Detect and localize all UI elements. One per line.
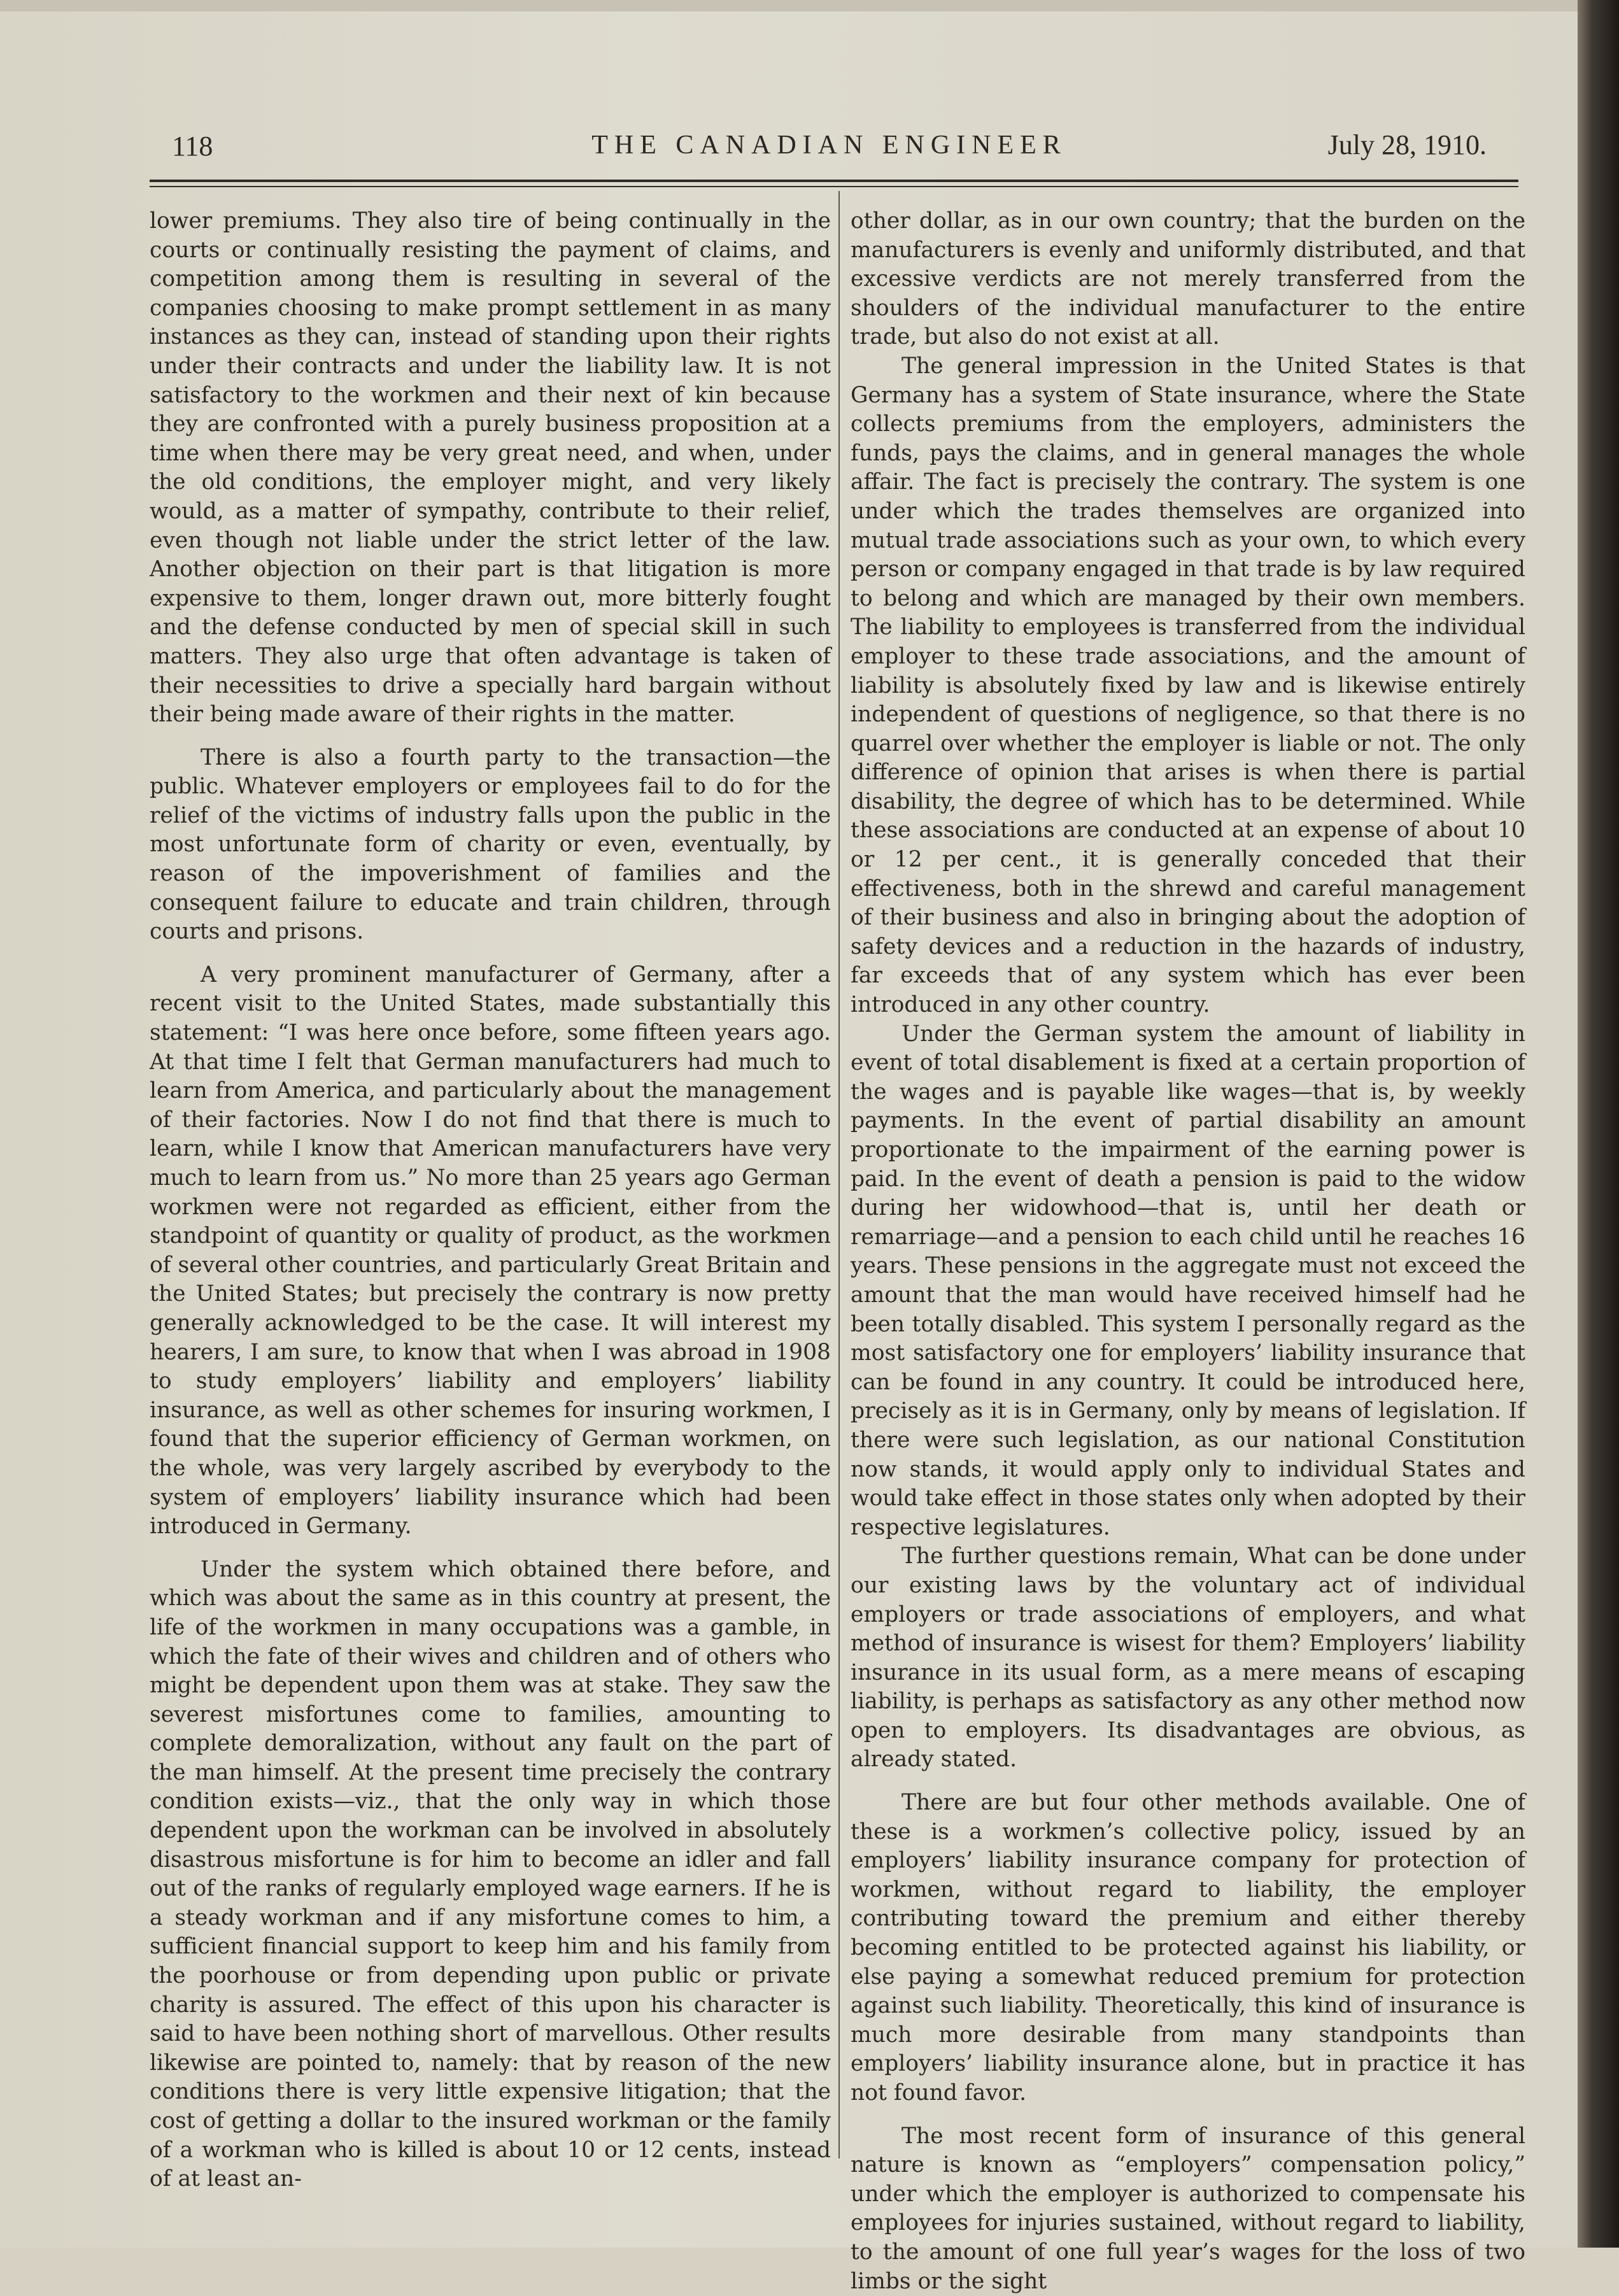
page-number: 118 [172,131,213,162]
right-column [851,207,1525,2296]
column-divider [838,191,840,2158]
book-spine-shadow [1578,0,1619,2248]
paragraph: Under the system which obtained there before, and which was about the same as in this country at present, the life of the workmen in many occupations was a gamble, in which the fate of their wives and children and of others who might be dependent upon them was at stake. They saw the severest misfortunes come to families, amounting to complete demoralization, without any fault on the part of the man himself. At the present time precisely the contrary condition exists—viz., that the only way in which those dependent upon the workman can be involved in absolutely disastrous misfortune is for him to become an idler and fall out of the ranks of regularly employed wage earners. If he is a steady workman and if any misfortune comes to him, a sufficient financial support to keep him and his family from the poorhouse or from depending upon public or private charity is assured. The effect of this upon his character is said to have been nothing short of marvellous. Other results likewise are pointed to, namely: that by reason of the new conditions there is very little expensive litigation; that the cost of getting a dollar to the insured workman or the family of a workman who is killed is about 10 or 12 cents, instead of at least an- [150,1556,831,2192]
header-rule-thick [150,180,1518,182]
paragraph: The most recent form of insurance of this general nature is known as “employers” compensation policy,” under which the employer is authorized to compensate his employees for injuries sustained, without regard to liability, to the amount of one full year’s wages for the loss of two limbs or the sight [851,2123,1525,2294]
left-column [150,207,831,2194]
issue-date: July 28, 1910. [1327,129,1487,160]
page-header [172,127,1487,172]
paragraph: lower premiums. They also tire of being continually in the courts or continually resisting the payment of claims, and competition among them is resulting in several of the companies choosing to make prompt settlement in as many instances as they can, instead of standing upon their rights under their contracts and under the liability law. It is not satisfactory to the workmen and their next of kin because they are confronted with a purely business proposition at a time when there may be very great need, and when, under the old conditions, the employer might, and very likely would, as a matter of sympathy, contribute to their relief, even though not liable under the strict letter of the law. Another objection on their part is that litigation is more expensive to them, longer drawn out, more bitterly fought and the defense conducted by men of special skill in such matters. They also urge that often advantage is taken of their necessities to drive a specially hard bargain without their being made aware of their rights in the matter. [150,208,831,728]
journal-title: THE CANADIAN ENGINEER [591,131,1067,160]
paragraph: The further questions remain, What can be done under our existing laws by the voluntary act of individual employers or trade associations of employers, and what method of insurance is wisest for them? Employers’ liability insurance in its usual form, as a mere means of escaping liability, is perhaps as satisfactory as any other method now open to employers. Its disadvantages are obvious, as already stated. [851,1543,1525,1773]
paragraph: The general impression in the United States is that Germany has a system of State insurance, where the State collects premiums from the employers, administers the funds, pays the claims, and in general manages the whole affair. The fact is precisely the contrary. The system is one under which the trades themselves are organized into mutual trade associations such as your own, to which every person or company engaged in that trade is by law required to belong and which are managed by their own members. The liability to employees is transferred from the individual employer to these trade associations, and the amount of liability is absolutely fixed by law and is likewise entirely independent of questions of negligence, so that there is no quarrel over whether the employer is liable or not. The only difference of opinion that arises is when there is partial disability, the degree of which has to be determined. While these associations are conducted at an expense of about 10 or 12 per cent., it is generally conceded that their effectiveness, both in the shrewd and careful management of their business and also in bringing about the adoption of safety devices and a reduction in the hazards of industry, far exceeds that of any system which has ever been introduced in any other country. [851,353,1525,1018]
paragraph: Under the German system the amount of liability in event of total disablement is fixed at a certain proportion of the wages and is payable like wages—that is, by weekly payments. In the event of partial disability an amount proportionate to the impairment of the earning power is paid. In the event of death a pension is paid to the widow during her widowhood—that is, until her death or remarriage—and a pension to each child until he reaches 16 years. These pensions in the aggregate must not exceed the amount that the man would have received himself had he been totally disabled. This system I personally regard as the most satisfactory one for employers’ liability insurance that can be found in any country. It could be introduced here, precisely as it is in Germany, only by means of legislation. If there were such legislation, as our national Constitution now stands, it would apply only to individual States and would take effect in those states only when adopted by their respective legislatures. [851,1021,1525,1540]
paragraph: other dollar, as in our own country; that the burden on the manufacturers is evenly and uniformly distributed, and that excessive verdicts are not merely transferred from the shoulders of the individual manufacturer to the entire trade, but also do not exist at all. [851,208,1525,350]
paragraph: A very prominent manufacturer of Germany, after a recent visit to the United States, made substantially this statement: “I was here once before, some fifteen years ago. At that time I felt that German manufacturers had much to learn from America, and particularly about the management of their factories. Now I do not find that there is much to learn, while I know that American manufacturers have very much to learn from us.” No more than 25 years ago German workmen were not regarded as efficient, either from the standpoint of quantity or quality of product, as the workmen of several other countries, and particularly Great Britain and the United States; but precisely the contrary is now pretty generally acknowledged to be the case. It will interest my hearers, I am sure, to know that when I was abroad in 1908 to study employers’ liability and employers’ liability insurance, as well as other schemes for insuring workmen, I found that the superior efficiency of German workmen, on the whole, was very largely ascribed by everybody to the system of employers’ liability insurance which had been introduced in Germany. [150,961,831,1540]
paragraph: There are but four other methods available. One of these is a workmen’s collective policy, issued by an employers’ liability insurance company for protection of workmen, without regard to liability, the employer contributing toward the premium and either thereby becoming entitled to be protected against his liability, or else paying a somewhat reduced premium for protection against such liability. Theoretically, this kind of insurance is much more desirable from many standpoints than employers’ liability insurance alone, but in practice it has not found favor. [851,1790,1525,2106]
paragraph: There is also a fourth party to the transaction—the public. Whatever employers or employees fail to do for the relief of the victims of industry falls upon the public in the most unfortunate form of charity or even, eventually, by reason of the impoverishment of families and the consequent failure to educate and train children, through courts and prisons. [150,744,831,945]
page-top-edge [0,0,1578,11]
header-rule-thin [150,186,1518,187]
